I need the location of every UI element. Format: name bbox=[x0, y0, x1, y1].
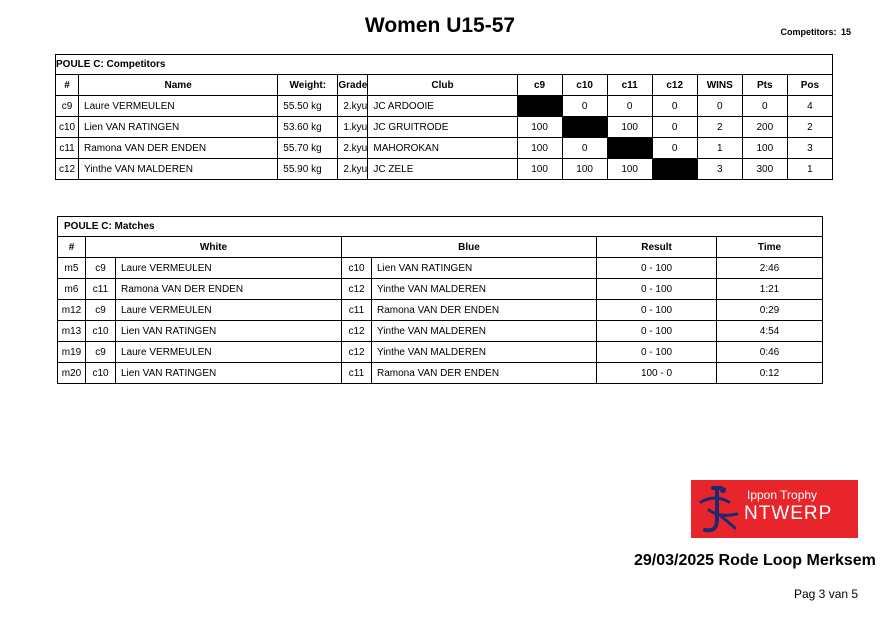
white-competitor-name: Laure VERMEULEN bbox=[116, 258, 342, 279]
competitor-id: c10 bbox=[56, 117, 79, 138]
white-competitor-name: Laure VERMEULEN bbox=[116, 300, 342, 321]
competitor-weight: 53.60 kg bbox=[278, 117, 338, 138]
logo-line-2: NTWERP bbox=[744, 503, 833, 524]
score-cell: 100 bbox=[517, 138, 562, 159]
page-title: Women U15-57 bbox=[364, 14, 516, 37]
competitor-name: Laure VERMEULEN bbox=[79, 96, 278, 117]
competitor-grade: 1.kyu bbox=[338, 117, 368, 138]
col-header-time: Time bbox=[717, 237, 823, 258]
col-header-weight: Weight: bbox=[278, 75, 338, 96]
pos-cell: 1 bbox=[787, 159, 832, 180]
competitor-grade: 2.kyu bbox=[338, 96, 368, 117]
match-result: 0 - 100 bbox=[597, 300, 717, 321]
blue-competitor-id: c12 bbox=[342, 342, 372, 363]
wins-cell: 1 bbox=[697, 138, 742, 159]
col-header-name: Name bbox=[79, 75, 278, 96]
blue-competitor-name: Ramona VAN DER ENDEN bbox=[372, 363, 597, 384]
table-row bbox=[58, 321, 823, 342]
event-date-location: 29/03/2025 Rode Loop Merksem bbox=[634, 552, 876, 569]
competitors-table-caption: POULE C: Competitors bbox=[55, 54, 833, 74]
pos-cell: 4 bbox=[787, 96, 832, 117]
match-id: m5 bbox=[58, 258, 86, 279]
table-row bbox=[58, 279, 823, 300]
competitor-club: JC GRUITRODE bbox=[368, 117, 517, 138]
white-competitor-id: c10 bbox=[86, 363, 116, 384]
pos-cell: 2 bbox=[787, 117, 832, 138]
competitors-header-row bbox=[56, 75, 833, 96]
col-header-result: Result bbox=[597, 237, 717, 258]
white-competitor-id: c10 bbox=[86, 321, 116, 342]
score-cell: 0 bbox=[562, 138, 607, 159]
ippon-trophy-logo bbox=[691, 480, 858, 538]
matches-table-caption: POULE C: Matches bbox=[57, 216, 823, 236]
competitor-name: Lien VAN RATINGEN bbox=[79, 117, 278, 138]
match-time: 0:12 bbox=[717, 363, 823, 384]
match-time: 4:54 bbox=[717, 321, 823, 342]
match-id: m13 bbox=[58, 321, 86, 342]
match-id: m20 bbox=[58, 363, 86, 384]
blue-competitor-id: c12 bbox=[342, 321, 372, 342]
col-header-match-number: # bbox=[58, 237, 86, 258]
blue-competitor-id: c12 bbox=[342, 279, 372, 300]
white-competitor-id: c11 bbox=[86, 279, 116, 300]
competitor-weight: 55.90 kg bbox=[278, 159, 338, 180]
pts-cell: 0 bbox=[742, 96, 787, 117]
score-cell-self bbox=[517, 96, 562, 117]
blue-competitor-id: c10 bbox=[342, 258, 372, 279]
blue-competitor-name: Ramona VAN DER ENDEN bbox=[372, 300, 597, 321]
match-time: 0:29 bbox=[717, 300, 823, 321]
score-cell-self bbox=[607, 138, 652, 159]
competitor-id: c9 bbox=[56, 96, 79, 117]
score-cell: 100 bbox=[517, 159, 562, 180]
blue-competitor-name: Yinthe VAN MALDEREN bbox=[372, 279, 597, 300]
wins-cell: 0 bbox=[697, 96, 742, 117]
competitor-club: JC ARDOOIE bbox=[368, 96, 517, 117]
score-cell: 100 bbox=[607, 159, 652, 180]
col-header-c11: c11 bbox=[607, 75, 652, 96]
competitor-grade: 2.kyu bbox=[338, 159, 368, 180]
table-row bbox=[58, 342, 823, 363]
competitors-count-value: 15 bbox=[840, 27, 851, 37]
score-cell: 0 bbox=[652, 117, 697, 138]
match-time: 0:46 bbox=[717, 342, 823, 363]
col-header-pts: Pts bbox=[742, 75, 787, 96]
col-header-c10: c10 bbox=[562, 75, 607, 96]
score-cell: 0 bbox=[652, 96, 697, 117]
col-header-c12: c12 bbox=[652, 75, 697, 96]
competitors-table bbox=[55, 54, 833, 180]
white-competitor-name: Ramona VAN DER ENDEN bbox=[116, 279, 342, 300]
white-competitor-name: Lien VAN RATINGEN bbox=[116, 321, 342, 342]
score-cell: 0 bbox=[652, 138, 697, 159]
score-cell: 0 bbox=[562, 96, 607, 117]
match-id: m19 bbox=[58, 342, 86, 363]
col-header-white: White bbox=[86, 237, 342, 258]
competitor-weight: 55.70 kg bbox=[278, 138, 338, 159]
competitor-club: JC ZELE bbox=[368, 159, 517, 180]
competitor-weight: 55.50 kg bbox=[278, 96, 338, 117]
table-row bbox=[58, 363, 823, 384]
col-header-c9: c9 bbox=[517, 75, 562, 96]
col-header-wins: WINS bbox=[697, 75, 742, 96]
competitors-count bbox=[778, 27, 851, 37]
white-competitor-id: c9 bbox=[86, 342, 116, 363]
table-row bbox=[56, 159, 833, 180]
blue-competitor-name: Yinthe VAN MALDEREN bbox=[372, 342, 597, 363]
table-row bbox=[58, 300, 823, 321]
pts-cell: 200 bbox=[742, 117, 787, 138]
competitor-grade: 2.kyu bbox=[338, 138, 368, 159]
col-header-grade: Grade bbox=[338, 75, 368, 96]
score-cell: 100 bbox=[562, 159, 607, 180]
col-header-club: Club bbox=[368, 75, 517, 96]
matches-table bbox=[57, 216, 823, 384]
match-result: 0 - 100 bbox=[597, 321, 717, 342]
wins-cell: 2 bbox=[697, 117, 742, 138]
pts-cell: 100 bbox=[742, 138, 787, 159]
table-row bbox=[56, 138, 833, 159]
match-id: m6 bbox=[58, 279, 86, 300]
wins-cell: 3 bbox=[697, 159, 742, 180]
match-result: 100 - 0 bbox=[597, 363, 717, 384]
pos-cell: 3 bbox=[787, 138, 832, 159]
match-id: m12 bbox=[58, 300, 86, 321]
col-header-number: # bbox=[56, 75, 79, 96]
match-time: 2:46 bbox=[717, 258, 823, 279]
match-result: 0 - 100 bbox=[597, 342, 717, 363]
col-header-pos: Pos bbox=[787, 75, 832, 96]
blue-competitor-id: c11 bbox=[342, 363, 372, 384]
competitor-name: Ramona VAN DER ENDEN bbox=[79, 138, 278, 159]
blue-competitor-id: c11 bbox=[342, 300, 372, 321]
logo-line-1: Ippon Trophy bbox=[747, 488, 818, 502]
white-competitor-name: Laure VERMEULEN bbox=[116, 342, 342, 363]
competitors-count-label: Competitors: bbox=[780, 27, 837, 37]
match-result: 0 - 100 bbox=[597, 279, 717, 300]
competitor-club: MAHOROKAN bbox=[368, 138, 517, 159]
pts-cell: 300 bbox=[742, 159, 787, 180]
score-cell-self bbox=[652, 159, 697, 180]
match-time: 1:21 bbox=[717, 279, 823, 300]
col-header-blue: Blue bbox=[342, 237, 597, 258]
competitor-id: c11 bbox=[56, 138, 79, 159]
table-row bbox=[56, 117, 833, 138]
score-cell: 100 bbox=[607, 117, 652, 138]
white-competitor-id: c9 bbox=[86, 300, 116, 321]
competitor-id: c12 bbox=[56, 159, 79, 180]
score-cell: 100 bbox=[517, 117, 562, 138]
score-cell-self bbox=[562, 117, 607, 138]
match-result: 0 - 100 bbox=[597, 258, 717, 279]
competitor-name: Yinthe VAN MALDEREN bbox=[79, 159, 278, 180]
table-row bbox=[58, 258, 823, 279]
page-number: Pag 3 van 5 bbox=[794, 587, 859, 601]
matches-header-row bbox=[58, 237, 823, 258]
white-competitor-name: Lien VAN RATINGEN bbox=[116, 363, 342, 384]
score-cell: 0 bbox=[607, 96, 652, 117]
table-row bbox=[56, 96, 833, 117]
blue-competitor-name: Yinthe VAN MALDEREN bbox=[372, 321, 597, 342]
white-competitor-id: c9 bbox=[86, 258, 116, 279]
blue-competitor-name: Lien VAN RATINGEN bbox=[372, 258, 597, 279]
